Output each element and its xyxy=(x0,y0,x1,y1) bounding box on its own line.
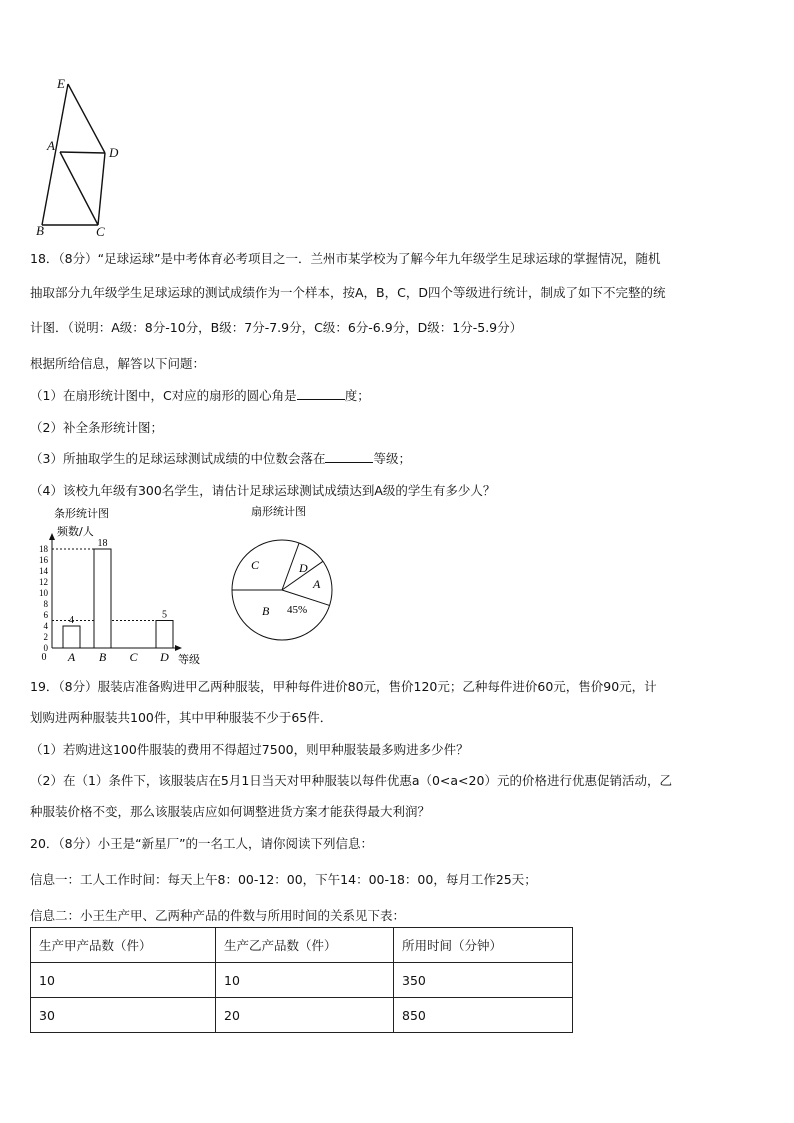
x-axis-label: 等级 xyxy=(178,653,200,666)
q19-line2: 划购进两种服装共100件，其中甲种服装不少于65件． xyxy=(30,710,333,725)
y-tick-label: 0 xyxy=(43,643,48,653)
table-row xyxy=(31,998,573,1033)
q18-intro: 根据所给信息，解答以下问题： xyxy=(30,356,206,371)
x-tick-label: D xyxy=(160,650,169,664)
pie-chart xyxy=(225,502,365,668)
bar-data-label: 18 xyxy=(97,538,108,549)
y-tick-label: 12 xyxy=(39,577,48,587)
y-tick-label: 10 xyxy=(39,588,48,598)
table-cell: 30 xyxy=(31,998,216,1033)
q18-line3: 计图．（说明：A级：8分-10分，B级：7分-7.9分，C级：6分-6.9分，D级：1分-5.9分） xyxy=(30,320,523,335)
q18-sub4: （4）该校九年级有300名学生，请估计足球运球测试成绩达到A级的学生有多少人？ xyxy=(30,483,496,498)
q18-sub1-text: （1）在扇形统计图中，C对应的扇形的圆心角是 xyxy=(30,388,297,403)
segment-ac xyxy=(60,152,98,225)
bar-d xyxy=(156,621,173,649)
q18-sub3-text: （3）所抽取学生的足球运球测试成绩的中位数会落在 xyxy=(30,451,326,466)
geometry-figure xyxy=(30,70,130,240)
q18-line2: 抽取部分九年级学生足球运球的测试成绩作为一个样本，按A，B，C，D四个等级进行统计，制成了如下不完整的统 xyxy=(30,285,666,300)
y-tick-label: 18 xyxy=(39,544,48,554)
q19-sub1: （1）若购进这100件服装的费用不得超过7500，则甲种服装最多购进多少件？ xyxy=(30,742,469,757)
bar-b xyxy=(94,549,111,648)
segment-eb xyxy=(42,84,68,225)
y-tick-label: 2 xyxy=(43,632,48,642)
bar-chart xyxy=(30,502,220,668)
x-axis-arrow xyxy=(175,645,182,651)
q18-sub3 xyxy=(30,449,411,467)
table-cell: 10 xyxy=(31,963,216,998)
q18-sub3-unit: 等级； xyxy=(373,451,411,466)
bar-a xyxy=(63,626,80,648)
y-tick-label: 4 xyxy=(43,621,48,631)
y-tick-label: 16 xyxy=(39,555,48,565)
table-header-cell: 生产甲产品数（件） xyxy=(31,928,216,963)
origin-label: 0 xyxy=(41,652,47,663)
segment-dc xyxy=(98,153,105,225)
q20-info1: 信息一：工人工作时间：每天上午8：00-12：00，下午14：00-18：00，每月工作25天； xyxy=(30,872,537,887)
point-label-e: E xyxy=(57,76,65,91)
table-cell: 20 xyxy=(216,998,394,1033)
q18-head: 18．（8分）“足球运球”是中考体育必考项目之一．兰州市某学校为了解今年九年级学生足球运球的掌握情况，随机 xyxy=(30,251,661,266)
pie-percent-label: 45% xyxy=(287,604,308,616)
q19-sub2: （2）在（1）条件下，该服装店在5月1日当天对甲种服装以每件优惠a（0<a<20）元的价格进行优惠促销活动，乙 xyxy=(30,773,672,788)
y-tick-label: 14 xyxy=(39,566,48,576)
q18-sub1-unit: 度； xyxy=(344,388,370,403)
point-label-a: A xyxy=(47,138,55,153)
q18-sub1 xyxy=(30,386,370,404)
pie-slice-label-b: B xyxy=(262,604,270,618)
bar-data-label: 5 xyxy=(162,609,167,621)
y-tick-label: 8 xyxy=(43,599,48,609)
x-tick-label: A xyxy=(67,650,76,664)
point-label-d: D xyxy=(109,145,119,160)
table-cell: 850 xyxy=(394,998,573,1033)
bar-chart-title: 条形统计图 xyxy=(54,507,109,520)
production-table xyxy=(30,927,573,1033)
bar-data-label: 4 xyxy=(69,615,74,626)
answer-blank xyxy=(297,387,345,400)
pie-slice-label-a: A xyxy=(313,577,321,591)
segment-ed xyxy=(68,84,105,153)
pie-slice-label-d: D xyxy=(299,561,308,575)
table-row xyxy=(31,963,573,998)
q20-head: 20．（8分）小王是“新星厂”的一名工人，请你阅读下列信息： xyxy=(30,836,374,851)
q19-head: 19．（8分）服装店准备购进甲乙两种服装，甲种每件进价80元，售价120元；乙种每件进价60元，售价90元，计 xyxy=(30,679,657,694)
table-header-row xyxy=(31,928,573,963)
q18-sub2: （2）补全条形统计图； xyxy=(30,420,163,435)
q20-info2: 信息二：小王生产甲、乙两种产品的件数与所用时间的关系见下表： xyxy=(30,908,406,923)
y-axis-arrow xyxy=(49,533,55,540)
table-cell: 10 xyxy=(216,963,394,998)
point-label-b: B xyxy=(36,223,44,238)
segment-ad xyxy=(60,152,105,153)
table-cell: 350 xyxy=(394,963,573,998)
table-header-cell: 所用时间（分钟） xyxy=(394,928,573,963)
q19-sub2b: 种服装价格不变，那么该服装店应如何调整进货方案才能获得最大利润？ xyxy=(30,804,431,819)
y-tick-label: 6 xyxy=(43,610,48,620)
x-tick-label: B xyxy=(98,650,107,664)
y-axis-label: 频数/人 xyxy=(57,525,94,538)
pie-chart-title: 扇形统计图 xyxy=(251,505,306,518)
table-header-cell: 生产乙产品数（件） xyxy=(216,928,394,963)
point-label-c: C xyxy=(96,224,105,239)
answer-blank xyxy=(325,450,373,463)
pie-slice-label-c: C xyxy=(251,558,260,572)
x-tick-label: C xyxy=(129,650,138,664)
